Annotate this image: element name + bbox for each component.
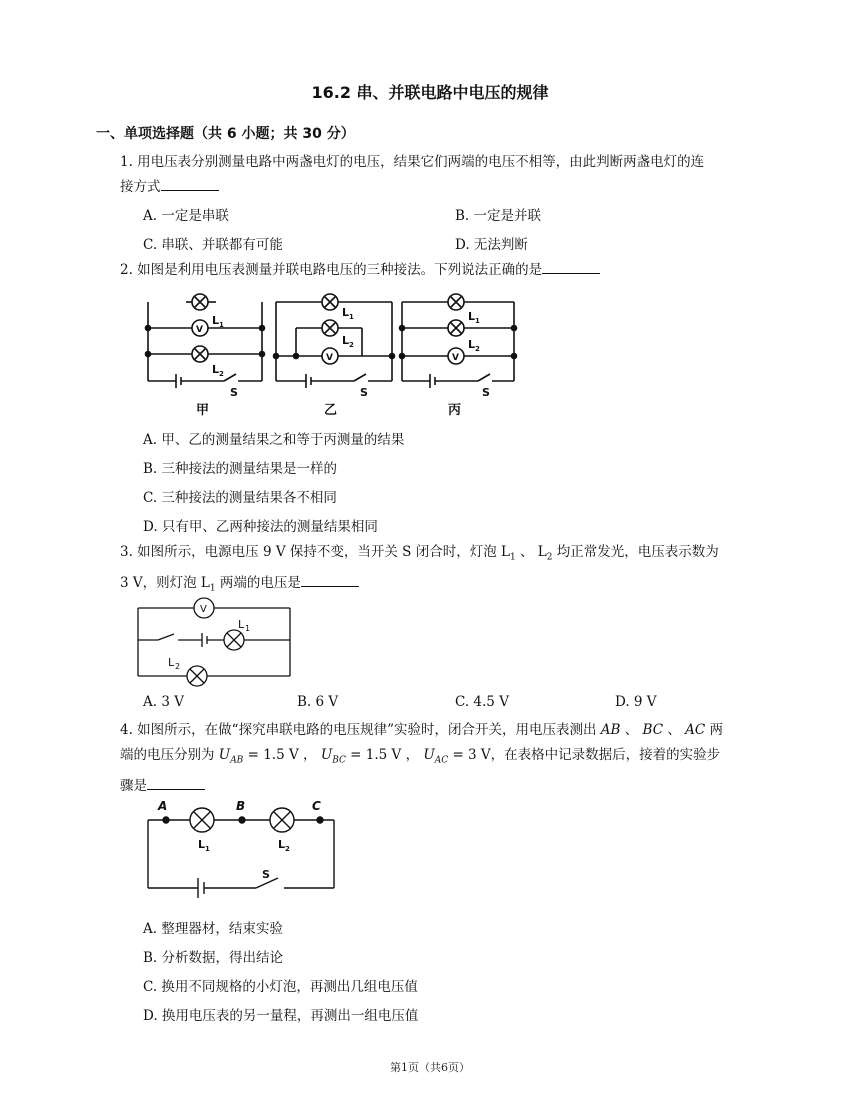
svg-text:S: S [230, 386, 238, 399]
q4-line1: 4. 如图所示，在做“探究串联电路的电压规律”实验时，闭合开关，用电压表测出 AB 、 BC 、 AC 两 [120, 722, 724, 738]
q1-option-a[interactable]: A. 一定是串联 [143, 208, 229, 224]
svg-text:L: L [212, 314, 220, 327]
svg-text:L: L [342, 306, 350, 319]
q4-option-c[interactable]: C. 换用不同规格的小灯泡，再测出几组电压值 [143, 979, 418, 995]
q3-option-b[interactable]: B. 6 V [297, 694, 339, 710]
point-a-label: A [158, 799, 168, 813]
svg-text:L: L [468, 310, 476, 323]
svg-text:1: 1 [219, 321, 224, 329]
svg-text:2: 2 [175, 662, 181, 671]
svg-text:L: L [342, 334, 350, 347]
svg-text:V: V [326, 353, 333, 363]
circuit-yi [274, 294, 395, 388]
q2-option-c[interactable]: C. 三种接法的测量结果各不相同 [143, 490, 337, 506]
q3-option-a[interactable]: A. 3 V [143, 694, 184, 710]
svg-text:V: V [200, 604, 207, 615]
circuit-bing [400, 294, 517, 388]
svg-text:1: 1 [349, 313, 354, 321]
section-heading: 一、单项选择题（共 6 小题；共 30 分） [96, 126, 355, 142]
svg-text:S: S [482, 386, 490, 399]
fig-label-bing: 丙 [448, 403, 462, 418]
svg-text:S: S [262, 868, 270, 881]
svg-text:2: 2 [219, 370, 224, 378]
q4-line3: 骤是 [120, 774, 723, 799]
q4-option-a[interactable]: A. 整理器材，结束实验 [143, 921, 283, 937]
q1-option-d[interactable]: D. 无法判断 [455, 237, 528, 253]
svg-text:L: L [198, 838, 206, 851]
svg-text:1: 1 [475, 317, 480, 325]
q2-circuit-figure [138, 286, 528, 421]
q3-option-d[interactable]: D. 9 V [615, 694, 657, 710]
q2-option-b[interactable]: B. 三种接法的测量结果是一样的 [143, 461, 338, 477]
q3-line1: 3. 如图所示，电源电压 9 V 保持不变，当开关 S 闭合时，灯泡 $L_1$ 、 $L_2$ 均正常发光，电压表示数为 [120, 544, 719, 563]
circuit-jia [146, 294, 265, 388]
svg-text:V: V [452, 353, 459, 363]
q2-option-d[interactable]: D. 只有甲、乙两种接法的测量结果相同 [143, 519, 378, 535]
svg-text:2: 2 [285, 845, 290, 853]
page-footer: 第1页（共6页） [390, 1061, 470, 1074]
q1-option-b[interactable]: B. 一定是并联 [455, 208, 542, 224]
fig-label-yi: 乙 [324, 403, 338, 418]
fig-label-jia: 甲 [196, 403, 210, 418]
point-b-label: B [236, 799, 246, 813]
q4-line2: 端的电压分别为 $U_{AB} = 1.5$ V ， $U_{BC} = 1.5$ V ， $U_{AC} = 3$ V，在表格中记录数据后，接着的实验步 [120, 747, 721, 766]
svg-text:L: L [278, 838, 286, 851]
svg-text:L: L [468, 338, 476, 351]
page-title: 16.2 串、并联电路中电压的规律 [311, 83, 549, 102]
svg-text:2: 2 [349, 341, 354, 349]
svg-text:L: L [212, 363, 220, 376]
q1-option-c[interactable]: C. 串联、并联都有可能 [143, 237, 283, 253]
question-4 [120, 718, 723, 799]
svg-text:S: S [360, 386, 368, 399]
svg-text:L: L [238, 618, 245, 631]
answer-blank [542, 261, 600, 274]
q3-option-c[interactable]: C. 4.5 V [455, 694, 509, 710]
answer-blank [301, 574, 359, 587]
q2-line1: 2. 如图是利用电压表测量并联电路电压的三种接法。下列说法正确的是 [120, 258, 600, 283]
svg-text:V: V [196, 325, 203, 335]
question-1 [120, 150, 704, 200]
svg-text:L: L [168, 656, 175, 669]
question-3 [120, 540, 719, 601]
q3-line2: 3 V，则灯泡 $L_1$ 两端的电压是 [120, 571, 719, 602]
q1-line1: 1. 用电压表分别测量电路中两盏电灯的电压，结果它们两端的电压不相等，由此判断两盏电灯的连 [120, 154, 705, 170]
q1-line2: 接方式 [120, 175, 704, 200]
q4-option-d[interactable]: D. 换用电压表的另一量程，再测出一组电压值 [143, 1008, 419, 1024]
svg-text:1: 1 [205, 845, 210, 853]
point-c-label: C [312, 799, 321, 813]
answer-blank [147, 777, 205, 790]
answer-blank [161, 178, 219, 191]
q3-circuit-figure [134, 594, 294, 688]
q4-circuit-figure [138, 798, 343, 900]
svg-text:1: 1 [245, 624, 251, 633]
q2-option-a[interactable]: A. 甲、乙的测量结果之和等于丙测量的结果 [143, 432, 405, 448]
q4-option-b[interactable]: B. 分析数据，得出结论 [143, 950, 284, 966]
svg-text:2: 2 [475, 345, 480, 353]
